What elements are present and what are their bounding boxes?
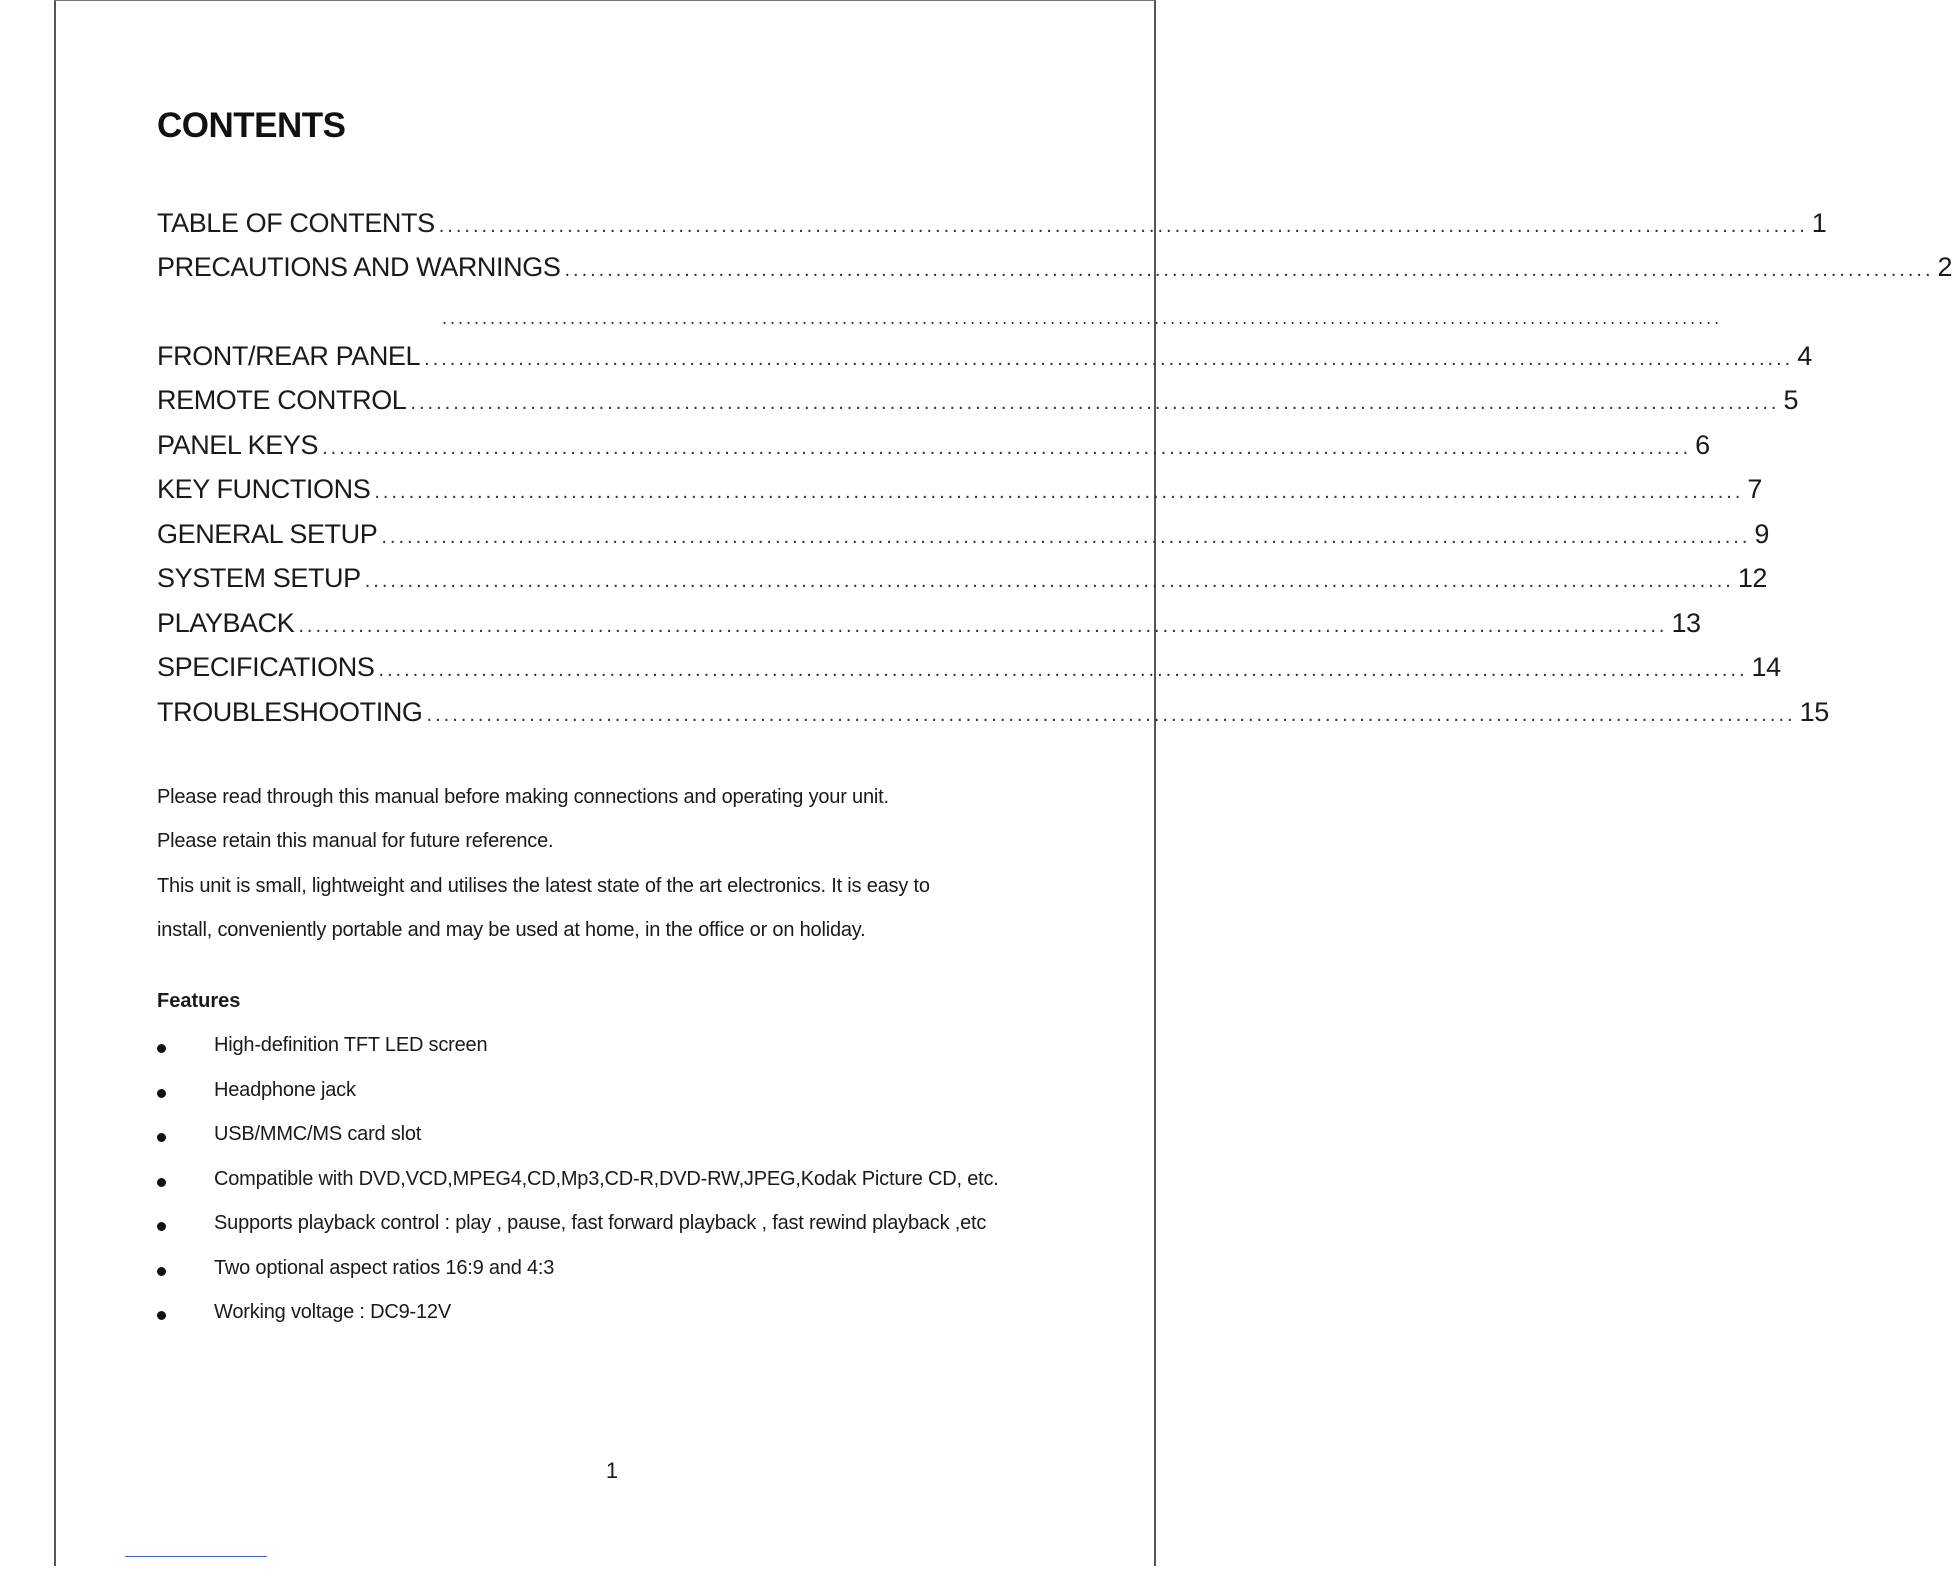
- toc-leader: ................................................................................................................................................................: [298, 615, 1668, 637]
- toc-entry-label: PRECAUTIONS AND WARNINGS: [157, 252, 561, 282]
- toc-entry-label: KEY FUNCTIONS: [157, 474, 371, 504]
- toc-leader: ................................................................................................................................................................: [322, 437, 1692, 459]
- toc-entry: [157, 341, 1812, 377]
- toc-entry: [157, 608, 1701, 644]
- toc-entry-page: 15: [1799, 697, 1829, 727]
- feature-text: Supports playback control : play , pause, fast forward playback , fast rewind playback ,etc: [214, 1212, 987, 1234]
- toc-entry: [157, 430, 1710, 466]
- intro-paragraph: Please retain this manual for future reference.: [157, 830, 554, 852]
- toc-entry: [157, 697, 1829, 733]
- features-heading: Features: [157, 990, 241, 1012]
- toc-entry: [157, 519, 1770, 555]
- toc-leader: ................................................................................................................................................................: [424, 348, 1794, 370]
- toc-entry: [157, 474, 1763, 510]
- toc-leader: ................................................................................................................................................................: [426, 704, 1796, 726]
- toc-entry-label: GENERAL SETUP: [157, 519, 378, 549]
- toc-entry-page: 12: [1737, 563, 1768, 593]
- feature-text: USB/MMC/MS card slot: [214, 1123, 422, 1145]
- toc-entry-page: 14: [1751, 652, 1781, 682]
- bullet-icon: [157, 1222, 166, 1231]
- toc-entry-page: 7: [1747, 474, 1763, 504]
- toc-entry-label: TROUBLESHOOTING: [157, 697, 423, 727]
- intro-paragraph: Please read through this manual before making connections and operating your unit.: [157, 786, 889, 808]
- feature-text: Two optional aspect ratios 16:9 and 4:3: [214, 1257, 555, 1279]
- toc-leader: ................................................................................................................................................................: [381, 526, 1751, 548]
- toc-entry-page: 6: [1695, 430, 1710, 460]
- toc-entry: [157, 385, 1799, 421]
- bottom-rule: [125, 1556, 267, 1557]
- toc-leader: ................................................................................................................................................................: [378, 659, 1748, 681]
- toc-entry-page: 9: [1754, 519, 1770, 549]
- bullet-icon: [157, 1089, 166, 1098]
- feature-text: High-definition TFT LED screen: [214, 1034, 488, 1056]
- toc-entry-label: PANEL KEYS: [157, 430, 319, 460]
- toc-entry-label: FRONT/REAR PANEL: [157, 341, 421, 371]
- toc-entry: [157, 208, 1827, 244]
- toc-entry-page: 4: [1797, 341, 1812, 371]
- toc-entry-label: SYSTEM SETUP: [157, 563, 361, 593]
- toc-entry: [157, 252, 1952, 288]
- bullet-icon: [157, 1178, 166, 1187]
- toc-entry: [157, 652, 1781, 688]
- bullet-icon: [157, 1133, 166, 1142]
- bullet-icon: [157, 1044, 166, 1053]
- toc-leader: ................................................................................................................................................................: [438, 215, 1808, 237]
- toc-entry-page: 5: [1783, 385, 1799, 415]
- toc-orphan-leader: ................................................................................................................................................................: [442, 308, 1723, 328]
- page-number: 1: [605, 1458, 619, 1483]
- bullet-icon: [157, 1267, 166, 1276]
- page-title: CONTENTS: [157, 106, 346, 145]
- toc-entry-page: 2: [1937, 252, 1952, 282]
- feature-text: Compatible with DVD,VCD,MPEG4,CD,Mp3,CD-R,DVD-RW,JPEG,Kodak Picture CD, etc.: [214, 1168, 999, 1190]
- toc-entry-page: 13: [1671, 608, 1701, 638]
- feature-text: Headphone jack: [214, 1079, 356, 1101]
- toc-entry-label: SPECIFICATIONS: [157, 652, 375, 682]
- bullet-icon: [157, 1311, 166, 1320]
- feature-text: Working voltage : DC9-12V: [214, 1301, 451, 1323]
- toc-leader: ................................................................................................................................................................: [410, 392, 1780, 414]
- toc-leader: ................................................................................................................................................................: [564, 259, 1934, 281]
- toc-leader: ................................................................................................................................................................: [374, 481, 1744, 503]
- toc-entry-label: REMOTE CONTROL: [157, 385, 407, 415]
- toc-leader: ................................................................................................................................................................: [364, 570, 1734, 592]
- intro-paragraph: install, conveniently portable and may be used at home, in the office or on holiday.: [157, 919, 866, 941]
- toc-entry-page: 1: [1811, 208, 1827, 238]
- toc-entry: [157, 563, 1768, 599]
- toc-entry-label: PLAYBACK: [157, 608, 295, 638]
- toc-entry-label: TABLE OF CONTENTS: [157, 208, 435, 238]
- intro-paragraph: This unit is small, lightweight and utilises the latest state of the art electronics. It is easy to: [157, 875, 930, 897]
